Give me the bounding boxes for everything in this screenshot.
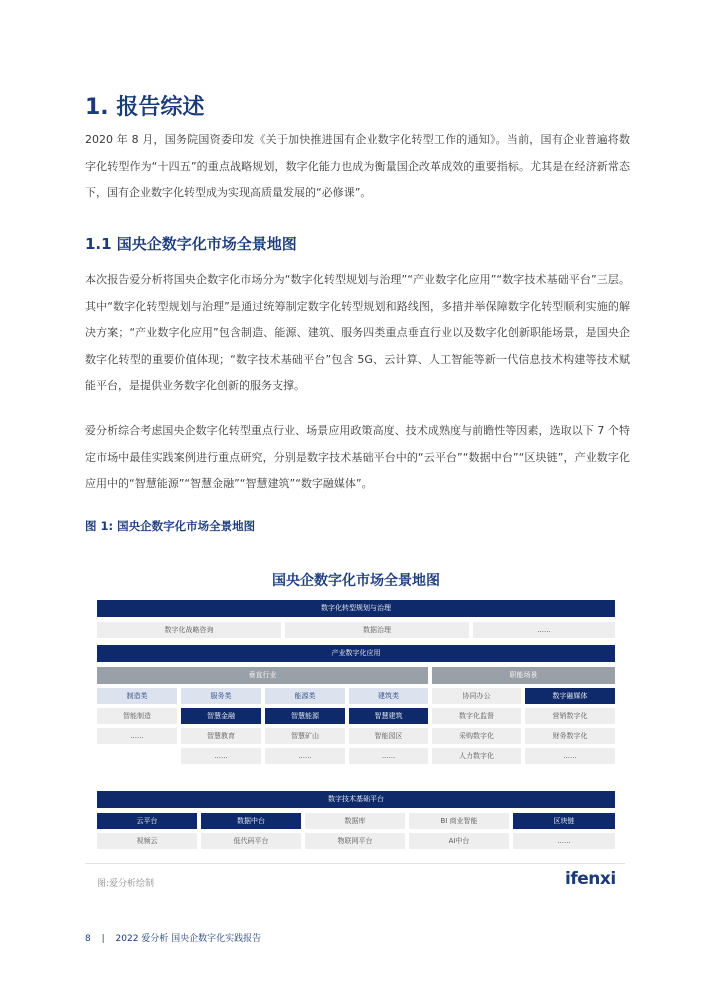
function-cell: 人力数字化	[432, 748, 521, 764]
platform-cell: BI 商业智能	[409, 813, 509, 829]
platform-cell: 低代码平台	[201, 833, 301, 849]
function-cell: 协同办公	[432, 688, 521, 704]
platform-cell: 数据库	[305, 813, 405, 829]
vertical-industry-header: 垂直行业	[97, 667, 428, 684]
function-cell: ......	[525, 748, 615, 764]
industry-cell-highlight: 智慧金融	[181, 708, 261, 724]
platform-cell: 物联网平台	[305, 833, 405, 849]
footer-separator: |	[101, 934, 105, 944]
industry-cell: ......	[265, 748, 345, 764]
diagram-title: 国央企数字化市场全景地图	[272, 573, 440, 589]
platform-cell-highlight: 数据中台	[201, 813, 301, 829]
industry-col-header: 服务类	[181, 688, 261, 704]
page-footer	[85, 931, 269, 944]
figure-caption: 图 1: 国央企数字化市场全景地图	[85, 519, 256, 533]
figure-divider	[85, 863, 625, 864]
industry-cell: 智能园区	[349, 728, 428, 744]
function-cell: 采购数字化	[432, 728, 521, 744]
layer1-cell: 数字化战略咨询	[97, 622, 281, 638]
function-cell-highlight: 数字融媒体	[525, 688, 615, 704]
footer-text: 2022 爱分析 国央企数字化实践报告	[115, 934, 262, 944]
industry-cell: ......	[97, 728, 177, 744]
platform-cell-highlight: 云平台	[97, 813, 197, 829]
industry-cell: 智慧矿山	[265, 728, 345, 744]
layer1-cell: ......	[473, 622, 615, 638]
paragraph-1: 本次报告爱分析将国央企数字化市场分为“数字化转型规划与治理”“产业数字化应用”“数字技术基础平台”三层。其中“数字化转型规划与治理”是通过统筹制定数字化转型规划和路线图，多措并举保障数字化转型顺利实施的解决方案；“产业数字化应用”包含制造、能源、建筑、服务四类重点垂直行业以及数字化创新职能场景，是国央企数字化转型的重要价值体现；“数字技术基础平台”包含 5G、云计算、人工智能等新一代信息技术构建等技术赋能平台，是提供业务数字化创新的服务支撑。	[85, 273, 630, 392]
industry-cell-highlight: 智慧建筑	[349, 708, 428, 724]
function-cell: 营销数字化	[525, 708, 615, 724]
layer3-header: 数字技术基础平台	[97, 791, 615, 808]
function-cell: 数字化监督	[432, 708, 521, 724]
platform-cell: ......	[513, 833, 615, 849]
industry-col-header: 建筑类	[349, 688, 428, 704]
industry-col-header: 能源类	[265, 688, 345, 704]
ifenxi-logo: ifenxi	[565, 869, 616, 889]
layer2-header: 产业数字化应用	[97, 645, 615, 662]
function-cell: 财务数字化	[525, 728, 615, 744]
industry-col-header: 制造类	[97, 688, 177, 704]
industry-cell-highlight: 智慧能源	[265, 708, 345, 724]
section-title: 1.1 国央企数字化市场全景地图	[85, 235, 297, 253]
page-number: 8	[85, 934, 91, 944]
platform-cell-highlight: 区块链	[513, 813, 615, 829]
platform-cell: 视频云	[97, 833, 197, 849]
platform-cell: AI中台	[409, 833, 509, 849]
industry-cell: 智能制造	[97, 708, 177, 724]
page-heading: 1. 报告综述	[85, 95, 205, 120]
paragraph-2: 爱分析综合考虑国央企数字化转型重点行业、场景应用政策高度、技术成熟度与前瞻性等因素，选取以下 7 个特定市场中最佳实践案例进行重点研究，分别是数字技术基础平台中的“云平台”“数据中台”“区块链”，产业数字化应用中的“智慧能源”“智慧金融”“智慧建筑”“数字融媒体”。	[85, 424, 630, 490]
intro-paragraph: 2020 年 8 月，国务院国资委印发《关于加快推进国有企业数字化转型工作的通知》。当前，国有企业普遍将数字化转型作为“十四五”的重点战略规划，数字化能力也成为衡量国企改革成效的重要指标。尤其是在经济新常态下，国有企业数字化转型成为实现高质量发展的“必修课”。	[85, 133, 630, 199]
figure-source: 图:爱分析绘制	[97, 879, 155, 889]
function-scene-header: 职能场景	[432, 667, 615, 684]
industry-cell: 智慧教育	[181, 728, 261, 744]
layer1-header: 数字化转型规划与治理	[97, 600, 615, 617]
industry-cell: ......	[349, 748, 428, 764]
industry-cell: ......	[181, 748, 261, 764]
layer1-cell: 数据治理	[285, 622, 469, 638]
